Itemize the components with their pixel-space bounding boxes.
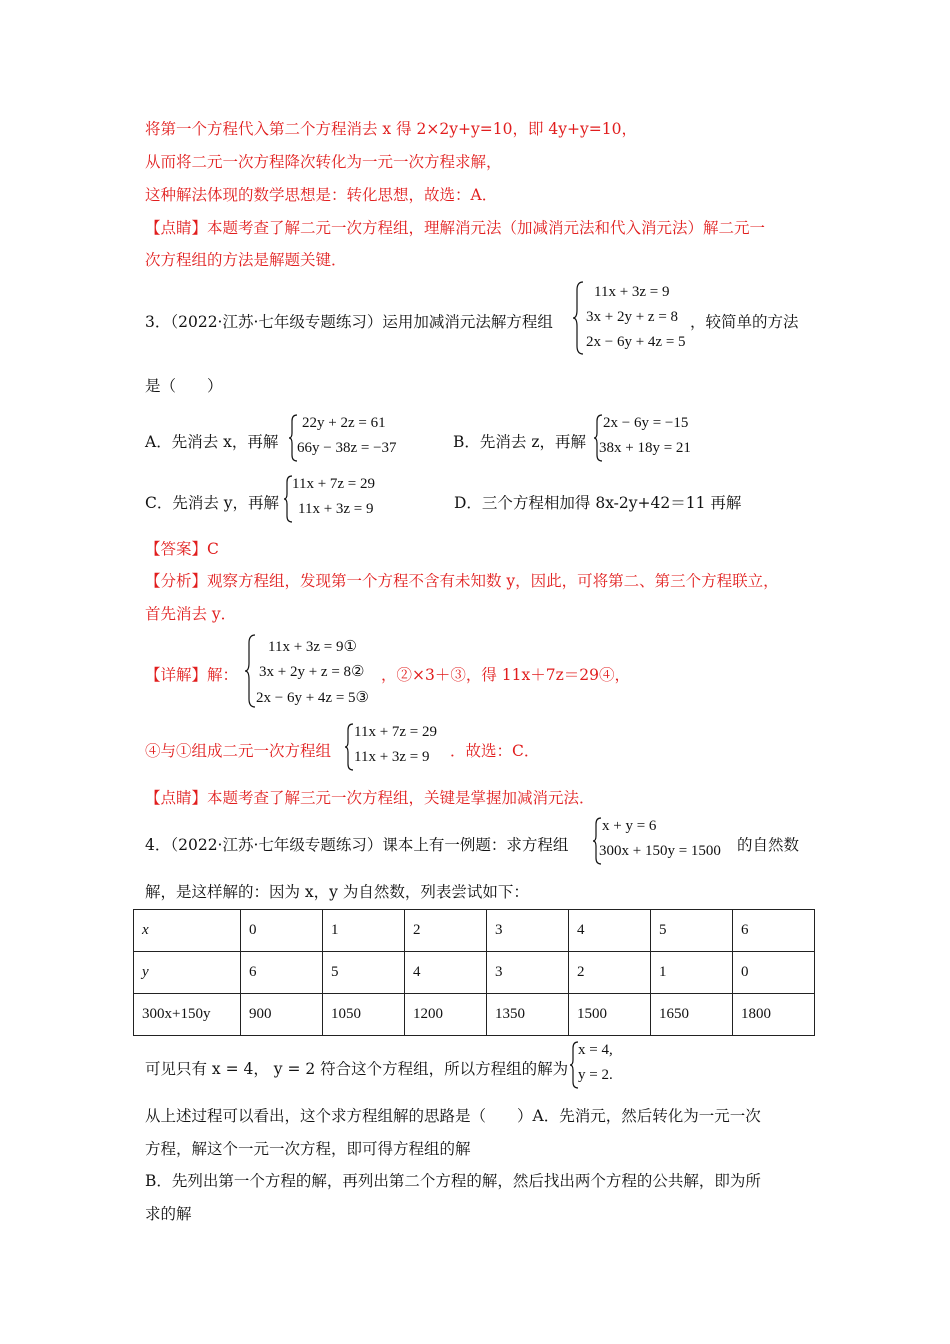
q3-option-b: B．先消去 z，再解 bbox=[453, 433, 586, 451]
table-cell: 3 bbox=[487, 952, 569, 994]
q3-detail-label: 【详解】解： bbox=[145, 666, 239, 684]
q4-conclusion: 可见只有 x = 4， y = 2 符合这个方程组，所以方程组的解为 bbox=[145, 1060, 569, 1078]
solution-line-1: 将第一个方程代入第二个方程消去 x 得 2×2y+y=10，即 4y+y=10， bbox=[145, 120, 637, 138]
q3-option-a-eq2: 66y − 38z = −37 bbox=[297, 440, 397, 456]
q3-system-brace bbox=[571, 280, 585, 356]
table-cell: 1200 bbox=[405, 994, 487, 1036]
dianjing-line-2: 次方程组的方法是解题关键． bbox=[145, 251, 347, 269]
table-cell: 4 bbox=[569, 910, 651, 952]
q3-option-c-eq1: 11x + 7z = 29 bbox=[292, 476, 376, 492]
table-cell: 0 bbox=[733, 952, 815, 994]
table-cell: 5 bbox=[651, 910, 733, 952]
q4-question-line1: 从上述过程可以看出，这个求方程组解的思路是（ ）A．先消元，然后转化为一元一次 bbox=[145, 1107, 761, 1125]
q3-option-c-eq2: 11x + 3z = 9 bbox=[298, 501, 374, 517]
q3-option-a: A．先消去 x，再解 bbox=[145, 433, 279, 451]
table-cell: 1350 bbox=[487, 994, 569, 1036]
q3-detail-eq3: 2x − 6y + 4z = 5③ bbox=[256, 690, 369, 706]
table-cell: 0 bbox=[241, 910, 323, 952]
q3-option-d: D．三个方程相加得 8x-2y+42＝11 再解 bbox=[454, 494, 742, 512]
table-row bbox=[134, 910, 815, 952]
q4-solution-eq1: x = 4, bbox=[578, 1042, 613, 1058]
table-cell: 1050 bbox=[323, 994, 405, 1036]
q3-combine-eq2: 11x + 3z = 9 bbox=[354, 749, 430, 765]
table-cell: y bbox=[134, 952, 241, 994]
trial-table bbox=[133, 909, 815, 1036]
q3-answer: 【答案】C bbox=[145, 540, 219, 558]
q4-question-line2: 方程，解这个一元一次方程，即可得方程组的解 bbox=[145, 1140, 471, 1158]
q3-combine-eq1: 11x + 7z = 29 bbox=[354, 724, 438, 740]
q4-solution-eq2: y = 2. bbox=[578, 1067, 613, 1083]
q3-detail-eq1: 11x + 3z = 9① bbox=[268, 639, 357, 655]
q3-stem-post: ，较简单的方法 bbox=[690, 313, 799, 331]
table-cell: 5 bbox=[323, 952, 405, 994]
table-cell: 1 bbox=[651, 952, 733, 994]
solution-line-2: 从而将二元一次方程降次转化为一元一次方程求解， bbox=[145, 153, 502, 171]
table-cell: 6 bbox=[733, 910, 815, 952]
q3-stem: 3．（2022·江苏·七年级专题练习）运用加减消元法解方程组 bbox=[145, 313, 553, 331]
table-cell: 300x+150y bbox=[134, 994, 241, 1036]
q3-dianjing: 【点睛】本题考查了解三元一次方程组，关键是掌握加减消元法． bbox=[145, 789, 595, 807]
q3-analysis-line1: 【分析】观察方程组，发现第一个方程不含有未知数 y，因此，可将第二、第三个方程联立， bbox=[145, 572, 779, 590]
dianjing-line-1: 【点睛】本题考查了解二元一次方程组，理解消元法（加减消元法和代入消元法）解二元一 bbox=[145, 219, 766, 237]
q4-option-b-line1: B．先列出第一个方程的解，再列出第二个方程的解，然后找出两个方程的公共解，即为所 bbox=[145, 1172, 761, 1190]
table-cell: x bbox=[134, 910, 241, 952]
q4-stem-line2: 解，是这样解的：因为 x，y 为自然数，列表尝试如下： bbox=[145, 883, 529, 901]
table-cell: 900 bbox=[241, 994, 323, 1036]
q3-stem-line2: 是（ ） bbox=[145, 377, 223, 395]
q4-stem-post: 的自然数 bbox=[737, 836, 800, 854]
q3-system-eq1: 11x + 3z = 9 bbox=[594, 284, 670, 300]
q3-combine-post: ．故选：C． bbox=[450, 742, 540, 760]
q3-option-b-eq2: 38x + 18y = 21 bbox=[599, 440, 691, 456]
q4-system-eq2: 300x + 150y = 1500 bbox=[599, 843, 721, 859]
table-cell: 1800 bbox=[733, 994, 815, 1036]
q3-system-eq2: 3x + 2y + z = 8 bbox=[586, 309, 679, 325]
table-cell: 3 bbox=[487, 910, 569, 952]
solution-line-3: 这种解法体现的数学思想是：转化思想，故选：A． bbox=[145, 186, 498, 204]
q3-analysis-line2: 首先消去 y． bbox=[145, 605, 237, 623]
q3-detail-eq2: 3x + 2y + z = 8② bbox=[259, 664, 365, 680]
table-row bbox=[134, 994, 815, 1036]
table-cell: 1 bbox=[323, 910, 405, 952]
q3-detail-brace bbox=[243, 633, 257, 709]
table-cell: 1650 bbox=[651, 994, 733, 1036]
q4-option-b-line2: 求的解 bbox=[145, 1205, 192, 1223]
q4-system-eq1: x + y = 6 bbox=[602, 818, 657, 834]
q3-system-eq3: 2x − 6y + 4z = 5 bbox=[586, 334, 686, 350]
table-cell: 1500 bbox=[569, 994, 651, 1036]
table-cell: 6 bbox=[241, 952, 323, 994]
table-row bbox=[134, 952, 815, 994]
q3-option-a-eq1: 22y + 2z = 61 bbox=[302, 415, 386, 431]
q3-option-c: C．先消去 y，再解 bbox=[145, 494, 280, 512]
table-cell: 4 bbox=[405, 952, 487, 994]
q3-detail-post: ，②×3＋③，得 11x＋7z＝29④， bbox=[381, 666, 630, 684]
table-cell: 2 bbox=[405, 910, 487, 952]
q4-stem: 4．（2022·江苏·七年级专题练习）课本上有一例题：求方程组 bbox=[145, 836, 569, 854]
q3-option-b-eq1: 2x − 6y = −15 bbox=[603, 415, 689, 431]
q3-combine-label: ④与①组成二元一次方程组 bbox=[145, 742, 332, 760]
table-cell: 2 bbox=[569, 952, 651, 994]
